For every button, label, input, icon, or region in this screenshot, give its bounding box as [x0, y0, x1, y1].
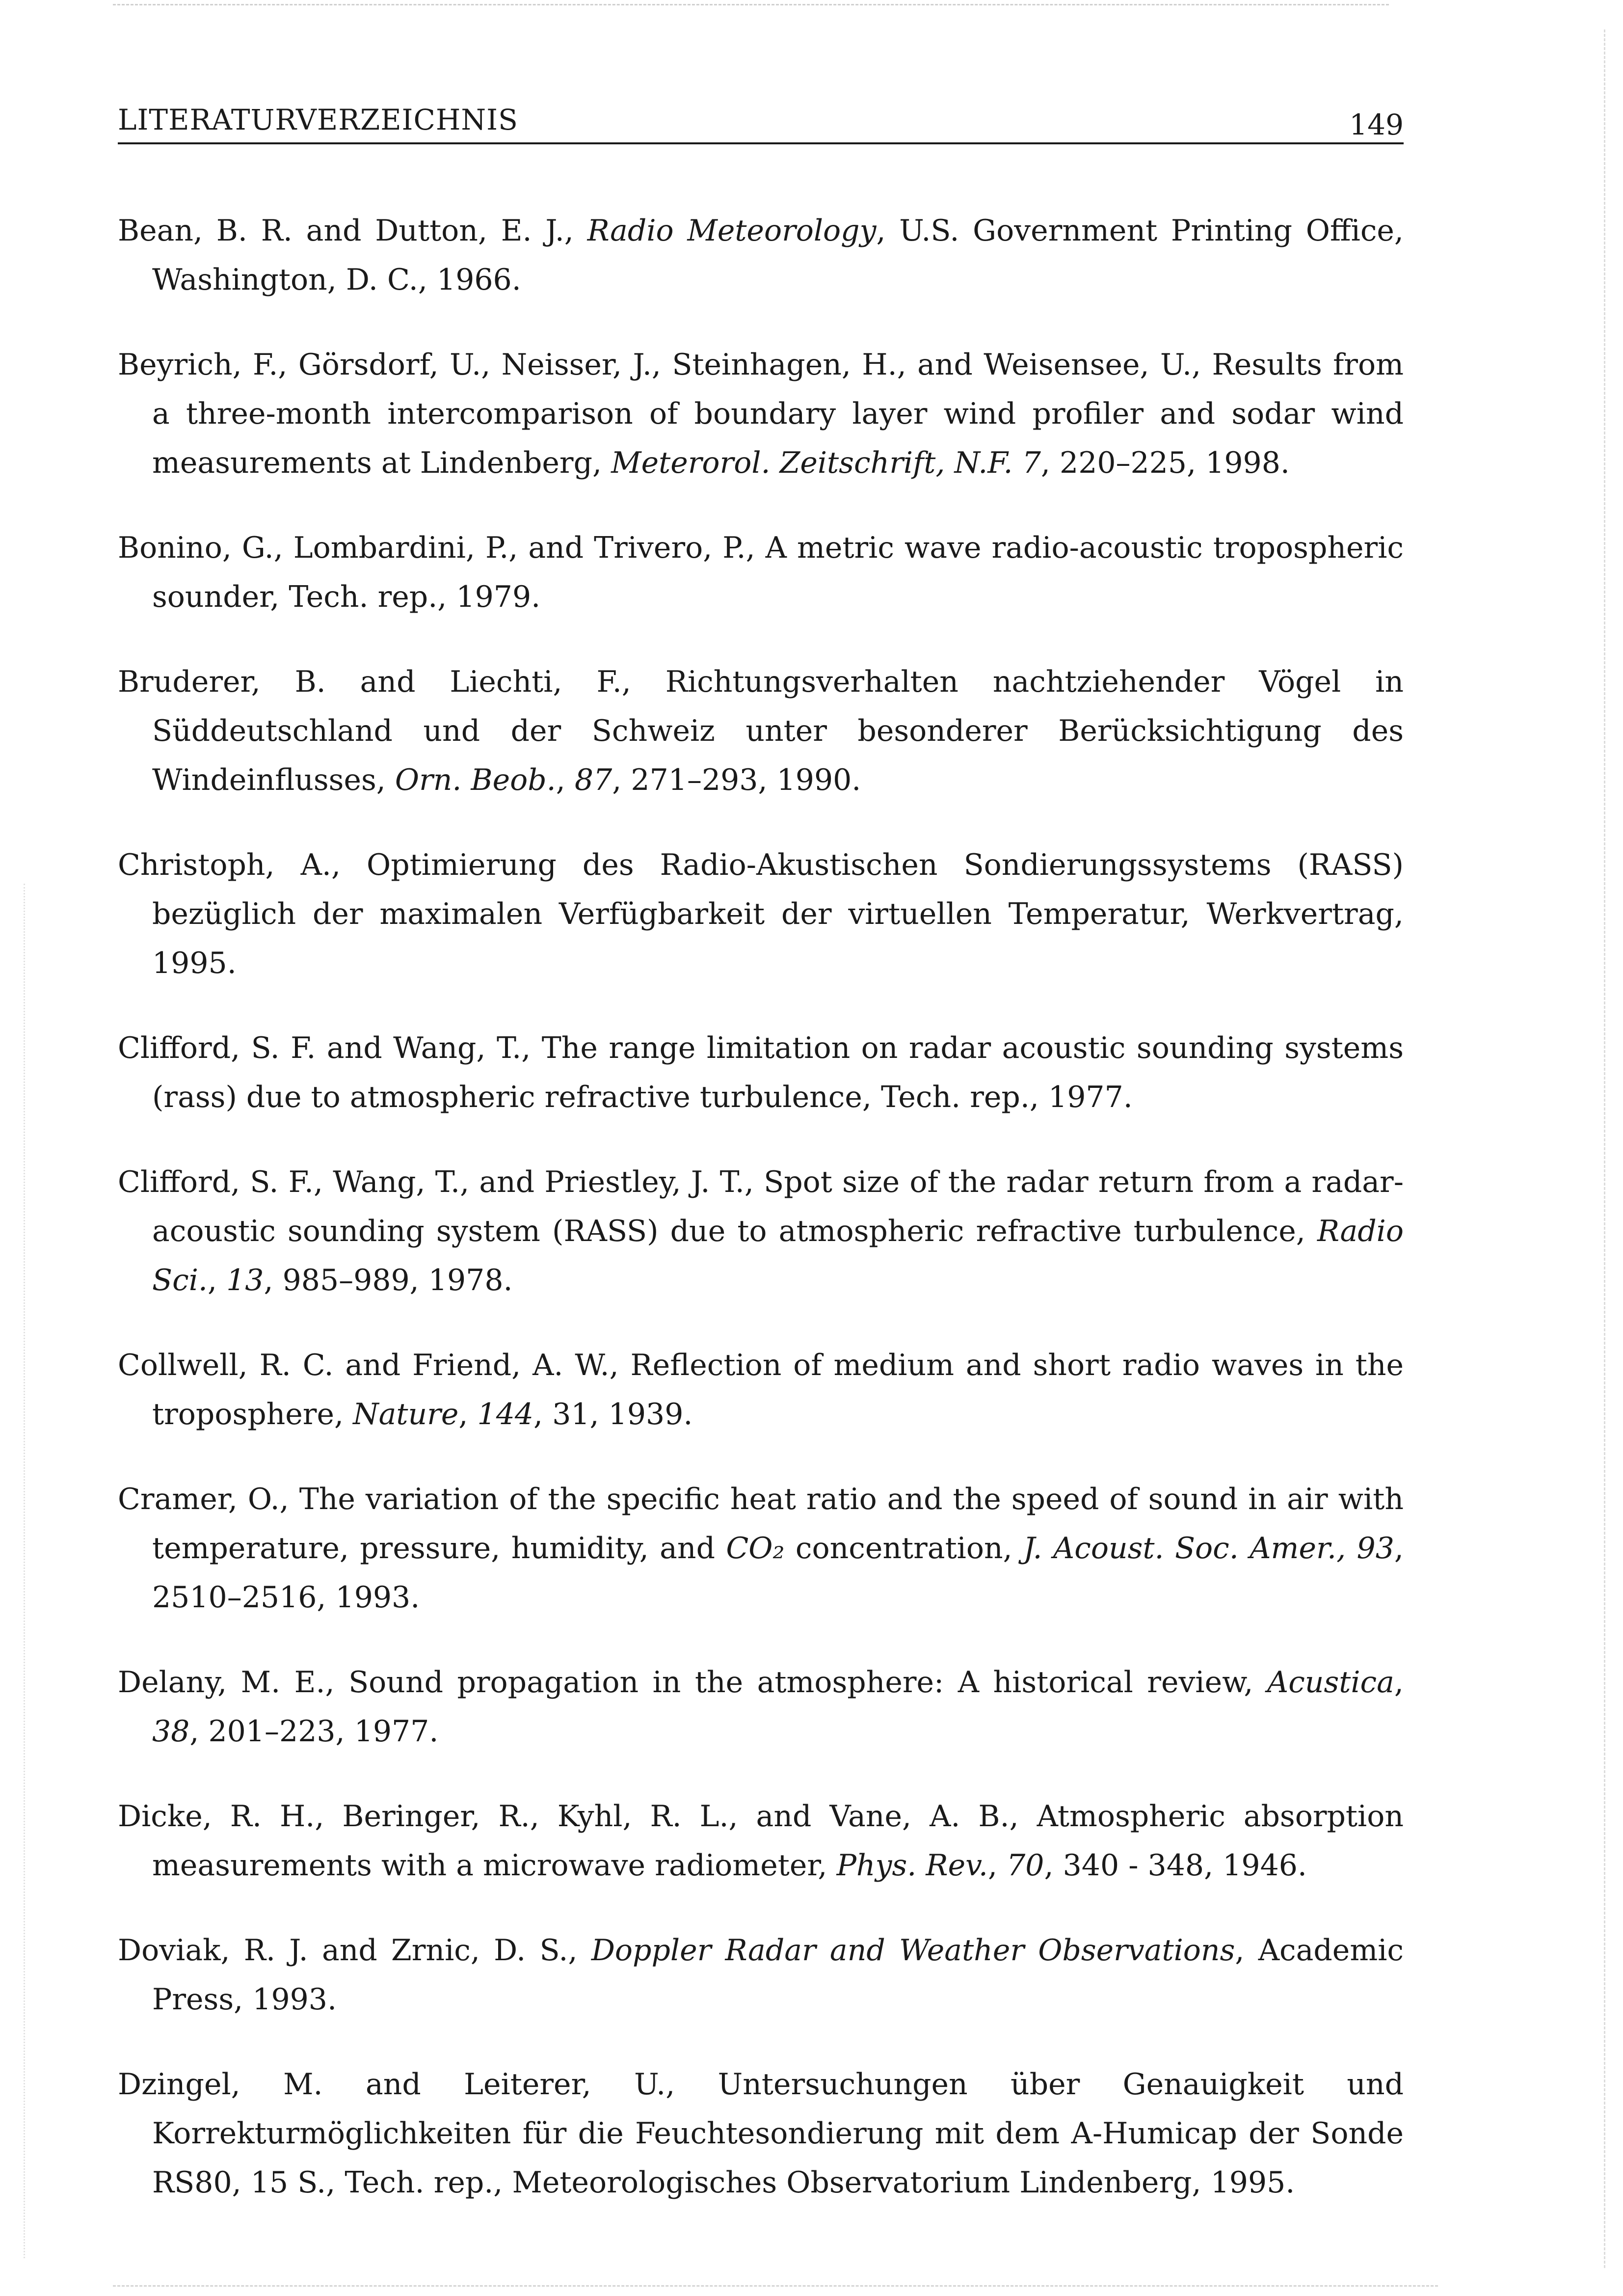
reference-delany: Delany, M. E., Sound propagation in the atmosphere: A historical review, Acustica, 38, 201–223, 1977. [118, 1665, 1404, 1749]
reference-christoph: Christoph, A., Optimierung des Radio-Akustischen Sondierungssystems (RASS) bezüglich der maximalen Verfügbarkeit der virtuellen Temperatur, Werkvertrag, 1995. [118, 848, 1404, 980]
reference-collwell-friend: Collwell, R. C. and Friend, A. W., Reflection of medium and short radio waves in the troposphere, Nature, 144, 31, 1939. [118, 1348, 1404, 1432]
reference-clifford-wang-priestley: Clifford, S. F., Wang, T., and Priestley, J. T., Spot size of the radar return from a radar-acoustic sounding system (RASS) due to atmospheric refractive turbulence, Radio Sci., 13, 985–989, 1978. [118, 1165, 1404, 1297]
reference-bonino: Bonino, G., Lombardini, P., and Trivero, P., A metric wave radio-acoustic tropospheric sounder, Tech. rep., 1979. [118, 531, 1404, 614]
reference-beyrich: Beyrich, F., Görsdorf, U., Neisser, J., Steinhagen, H., and Weisensee, U., Results from a three-month intercomparison of boundary layer wind profiler and sodar wind measurements at Lindenberg, Meterorol. Zeitschrift, N.F. 7, 220–225, 1998. [118, 348, 1404, 480]
running-header [118, 98, 1404, 144]
bibliography-list [118, 206, 1404, 2243]
reference-bruderer-liechti: Bruderer, B. and Liechti, F., Richtungsverhalten nachtziehender Vögel in Süddeutschland und der Schweiz unter besonderer Berücksichtigung des Windeinflusses, Orn. Beob., 87, 271–293, 1990. [118, 665, 1404, 797]
scan-artifact-left [24, 884, 25, 2258]
reference-cramer: Cramer, O., The variation of the specific heat ratio and the speed of sound in air with temperature, pressure, humidity, and CO₂ concentration, J. Acoust. Soc. Amer., 93, 2510–2516, 1993. [118, 1482, 1404, 1615]
page-number: 149 [1349, 108, 1404, 141]
reference-dzingel-leiterer: Dzingel, M. and Leiterer, U., Untersuchungen über Genauigkeit und Korrekturmöglichkeiten für die Feuchtesondierung mit dem A-Humicap der Sonde RS80, 15 S., Tech. rep., Meteorologisches Observatorium Lindenberg, 1995. [118, 2067, 1404, 2200]
reference-doviak-zrnic: Doviak, R. J. and Zrnic, D. S., Doppler Radar and Weather Observations, Academic Press, 1993. [118, 1933, 1404, 2017]
reference-bean-dutton: Bean, B. R. and Dutton, E. J., Radio Meteorology, U.S. Government Printing Office, Washington, D. C., 1966. [118, 214, 1404, 297]
chapter-title: LITERATURVERZEICHNIS [118, 103, 518, 136]
scan-artifact-top [113, 4, 1389, 5]
scan-artifact-right [1604, 29, 1605, 2268]
reference-clifford-wang: Clifford, S. F. and Wang, T., The range limitation on radar acoustic sounding systems (rass) due to atmospheric refractive turbulence, Tech. rep., 1977. [118, 1031, 1404, 1114]
reference-dicke: Dicke, R. H., Beringer, R., Kyhl, R. L., and Vane, A. B., Atmospheric absorption measurements with a microwave radiometer, Phys. Rev., 70, 340 - 348, 1946. [118, 1799, 1404, 1883]
scan-artifact-bottom [113, 2285, 1438, 2287]
